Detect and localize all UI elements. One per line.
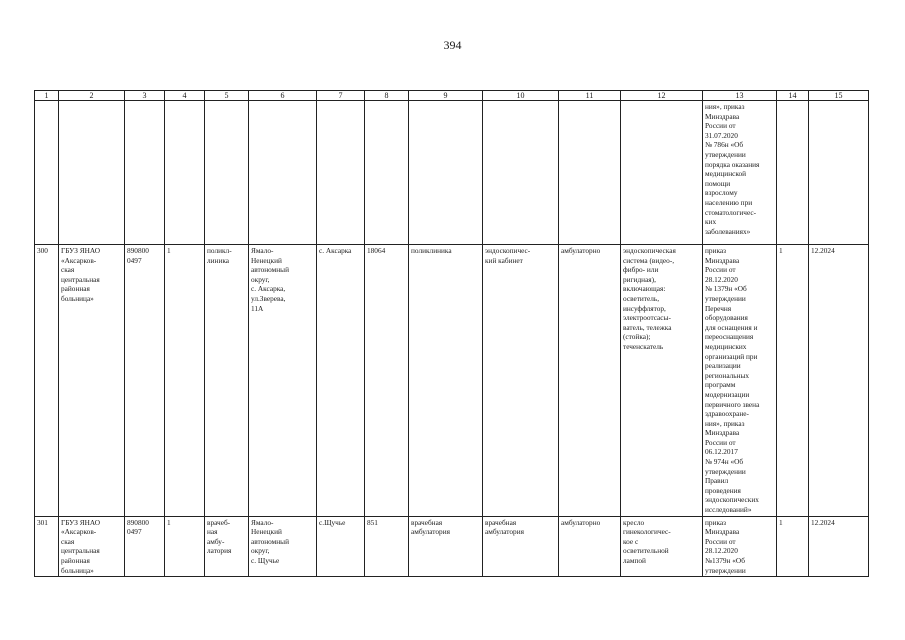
- continuation-row: [35, 101, 869, 245]
- facility-type-cell: поликл- линика: [205, 245, 249, 517]
- cell: [165, 101, 205, 245]
- cell: врачебная амбулатория: [409, 516, 483, 577]
- organization-cell: ГБУЗ ЯНАО «Аксарков- ская центральная районная больница»: [59, 516, 125, 577]
- cell: [125, 101, 165, 245]
- col-header: 1: [35, 91, 59, 101]
- cell: 18064: [365, 245, 409, 517]
- col-header: 9: [409, 91, 483, 101]
- address-cell: Ямало- Ненецкий автономный округ, с. Щучье: [249, 516, 317, 577]
- col-header: 3: [125, 91, 165, 101]
- cell: [409, 101, 483, 245]
- cell: [35, 101, 59, 245]
- cell: [205, 101, 249, 245]
- cell: поликлиника: [409, 245, 483, 517]
- cell: врачебная амбулатория: [483, 516, 559, 577]
- cell: [59, 101, 125, 245]
- cell: [249, 101, 317, 245]
- col-header: 15: [809, 91, 869, 101]
- date-cell: 12.2024: [809, 516, 869, 577]
- table-row: [35, 516, 869, 577]
- cell: 1: [165, 245, 205, 517]
- col-header: 13: [703, 91, 777, 101]
- page-number: 394: [443, 38, 462, 52]
- cell: [621, 101, 703, 245]
- cell: амбулаторно: [559, 516, 621, 577]
- cell: [317, 101, 365, 245]
- legal-basis-cell: приказ Минздрава России от 28.12.2020 № 1379н «Об утверждении Перечня оборудования для оснащения и переоснащения медицинских организаций при реализации региональных программ модернизации первичного звена здравоохране- ния», приказ Минздрава России от 06.12.2017 № 974н «Об утверждении Правил проведения эндоскопических исследований»: [703, 245, 777, 517]
- facility-type-cell: врачеб- ная амбу- латория: [205, 516, 249, 577]
- col-header: 5: [205, 91, 249, 101]
- cell: [483, 101, 559, 245]
- col-header: 2: [59, 91, 125, 101]
- cell: 851: [365, 516, 409, 577]
- register-table: [34, 90, 869, 577]
- col-header: 6: [249, 91, 317, 101]
- cell: [777, 101, 809, 245]
- row-number: 300: [35, 245, 59, 517]
- code-cell: 890800 0497: [125, 245, 165, 517]
- legal-basis-cell: приказ Минздрава России от 28.12.2020 №1379н «Об утверждении: [703, 516, 777, 577]
- quantity-cell: 1: [777, 245, 809, 517]
- col-header: 11: [559, 91, 621, 101]
- row-number: 301: [35, 516, 59, 577]
- equipment-cell: кресло гинекологичес- кое с осветительной лампой: [621, 516, 703, 577]
- header-row: [35, 91, 869, 101]
- cell: 1: [165, 516, 205, 577]
- col-header: 4: [165, 91, 205, 101]
- col-header: 12: [621, 91, 703, 101]
- cell: эндоскопичес- кий кабинет: [483, 245, 559, 517]
- code-cell: 890800 0497: [125, 516, 165, 577]
- col-header: 14: [777, 91, 809, 101]
- cell: [559, 101, 621, 245]
- table-row: [35, 245, 869, 517]
- settlement-cell: с. Аксарка: [317, 245, 365, 517]
- equipment-cell: эндоскопическая система (видео-, фибро- или ригидная), включающая: осветитель, инсуффлятор, электроотсасы- ватель, тележка (стойка); теченскатель: [621, 245, 703, 517]
- legal-basis-cell: ния», приказ Минздрава России от 31.07.2020 № 786н «Об утверждении порядка оказания медицинской помощи взрослому населению при стоматологичес- ких заболеваниях»: [703, 101, 777, 245]
- col-header: 10: [483, 91, 559, 101]
- quantity-cell: 1: [777, 516, 809, 577]
- col-header: 8: [365, 91, 409, 101]
- settlement-cell: с.Щучье: [317, 516, 365, 577]
- col-header: 7: [317, 91, 365, 101]
- cell: [809, 101, 869, 245]
- cell: [365, 101, 409, 245]
- organization-cell: ГБУЗ ЯНАО «Аксарков- ская центральная районная больница»: [59, 245, 125, 517]
- cell: амбулаторно: [559, 245, 621, 517]
- date-cell: 12.2024: [809, 245, 869, 517]
- address-cell: Ямало- Ненецкий автономный округ, с. Аксарка, ул.Зверева, 11А: [249, 245, 317, 517]
